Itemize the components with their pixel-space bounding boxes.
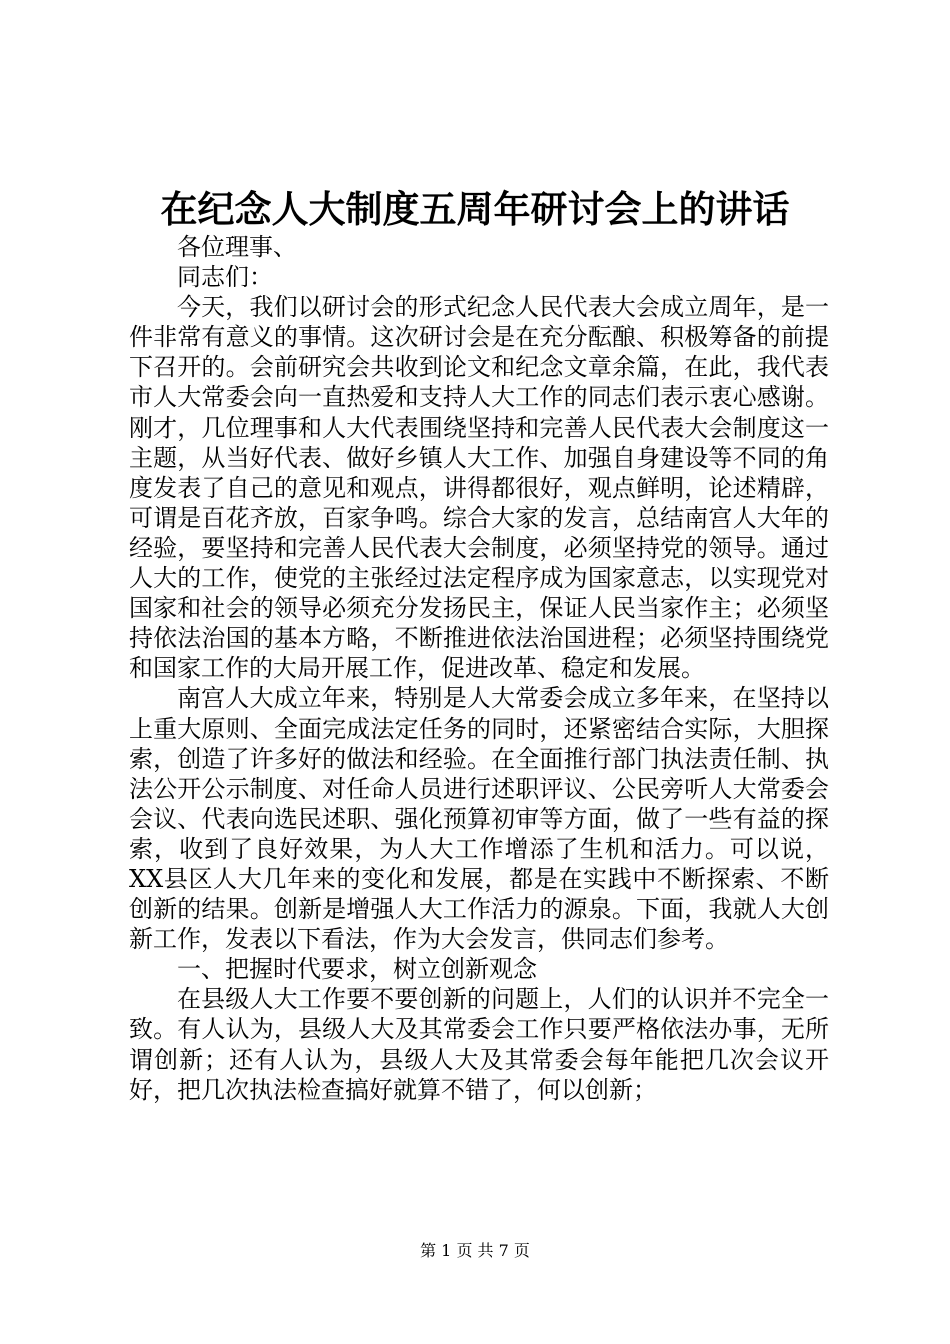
section-heading-1: 一、把握时代要求，树立创新观念 (177, 955, 537, 984)
page-footer: 第 1 页 共 7 页 (420, 1241, 530, 1260)
document-title: 在纪念人大制度五周年研讨会上的讲话 (160, 187, 790, 231)
salutation-line-1: 各位理事、 (177, 233, 297, 261)
paragraph-2: 南宫人大成立年来，特别是人大常委会成立多年来，在坚持以上重大原则、全面完成法定任务的同时，还紧密结合实际，大胆探索，创造了许多好的做法和经验。在全面推行部门执法责任制、执法公开公示制度、对任命人员进行述职评议、公民旁听人大常委会会议、代表向选民述职、强化预算初审等方面，做了一些有益的探索，收到了良好效果，为人大工作增添了生机和活力。可以说，XX县区人大几年来的变化和发展，都是在实践中不断探索、不断创新的结果。创新是增强人大工作活力的源泉。下面，我就人大创新工作，发表以下看法，作为大会发言，供同志们参考。 (129, 684, 829, 954)
document-body (129, 232, 829, 1105)
paragraph-1: 今天，我们以研讨会的形式纪念人民代表大会成立周年，是一件非常有意义的事情。这次研讨会是在充分酝酿、积极筹备的前提下召开的。会前研究会共收到论文和纪念文章余篇，在此，我代表市人大常委会向一直热爱和支持人大工作的同志们表示衷心感谢。刚才，几位理事和人大代表围绕坚持和完善人民代表大会制度这一主题，从当好代表、做好乡镇人大工作、加强自身建设等不同的角度发表了自己的意见和观点，讲得都很好，观点鲜明，论述精辟，可谓是百花齐放，百家争鸣。综合大家的发言，总结南宫人大年的经验，要坚持和完善人民代表大会制度，必须坚持党的领导。通过人大的工作，使党的主张经过法定程序成为国家意志，以实现党对国家和社会的领导必须充分发扬民主，保证人民当家作主；必须坚持依法治国的基本方略，不断推进依法治国进程；必须坚持围绕党和国家工作的大局开展工作，促进改革、稳定和发展。 (129, 293, 829, 683)
paragraph-3: 在县级人大工作要不要创新的问题上，人们的认识并不完全一致。有人认为，县级人大及其常委会工作只要严格依法办事，无所谓创新；还有人认为，县级人大及其常委会每年能把几次会议开好，把几次执法检查搞好就算不错了，何以创新； (129, 985, 829, 1104)
salutation-line-2: 同志们： (177, 263, 273, 292)
